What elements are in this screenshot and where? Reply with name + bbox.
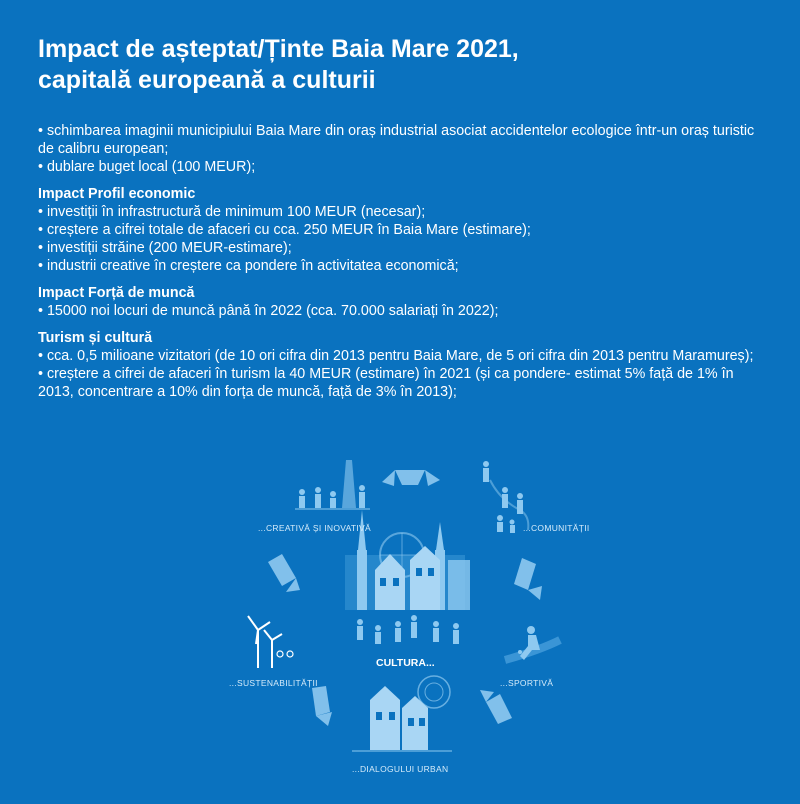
arrow-icon: [268, 554, 296, 586]
wind-turbine-icon: [248, 616, 293, 668]
bullet-item: • industrii creative în creștere ca pondere în activitatea economică;: [38, 258, 459, 274]
section-heading: Turism și cultură: [38, 330, 153, 346]
label-sustainability: ...SUSTENABILITĂȚII: [229, 678, 318, 688]
section-intro: [38, 122, 768, 176]
content-body: [38, 122, 768, 410]
community-people-icon: [483, 461, 528, 533]
section-heading: Impact Forță de muncă: [38, 285, 195, 301]
title-line-1: Impact de așteptat/Ținte Baia Mare 2021,: [38, 35, 519, 63]
label-communities: ...COMUNITĂȚII: [523, 523, 590, 533]
bullet-item: • investiții străine (200 MEUR-estimare);: [38, 240, 292, 256]
title-line-2: capitală europeană a culturii: [38, 66, 376, 94]
section-workforce: [38, 284, 768, 320]
bullet-item: • investiții în infrastructură de minimum 100 MEUR (necesar);: [38, 204, 426, 220]
arrow-icon: [514, 558, 536, 590]
culture-cycle-illustration: [0, 450, 800, 800]
creative-people-icon: [295, 460, 370, 510]
bullet-item: • creștere a cifrei totale de afaceri cu cca. 250 MEUR în Baia Mare (estimare);: [38, 222, 531, 238]
label-urban-dialogue: ...DIALOGULUI URBAN: [352, 764, 449, 774]
section-tourism: [38, 329, 768, 401]
bullet-item: • schimbarea imaginii municipiului Baia Mare din oraș industrial asociat accidentelor ecologice într-un oraș turistic de calibru european;: [38, 123, 755, 157]
bullet-item: • dublare buget local (100 MEUR);: [38, 159, 256, 175]
section-economic: [38, 185, 768, 275]
culture-cycle-graphic: [0, 450, 800, 800]
page-title: [38, 34, 768, 96]
label-creative: ...CREATIVĂ ȘI INOVATIVĂ: [258, 523, 371, 533]
central-crowd-icon: [357, 615, 459, 644]
label-sport: ...SPORTIVĂ: [500, 678, 554, 688]
arrow-icon: [312, 686, 330, 716]
arrow-icon: [382, 470, 395, 486]
bullet-item: • cca. 0,5 milioane vizitatori (de 10 ori cifra din 2013 pentru Baia Mare, de 5 ori cifra din 2013 pentru Maramureș);: [38, 348, 754, 364]
arrow-icon: [395, 470, 425, 485]
runner-icon: [505, 626, 560, 660]
bullet-item: • creștere a cifrei de afaceri în turism la 40 MEUR (estimare) în 2021 (și ca pondere- estimat 5% față de 1% în 2013, concentrare a 10% din forța de muncă, față de 3% în 2013);: [38, 366, 734, 400]
arrow-icon: [425, 470, 440, 486]
arrow-icon: [486, 694, 512, 724]
section-heading: Impact Profil economic: [38, 186, 196, 202]
bullet-item: • 15000 noi locuri de muncă până în 2022 (cca. 70.000 salariați în 2022);: [38, 303, 499, 319]
urban-dialogue-icon: [352, 676, 452, 752]
label-culture-center: CULTURA...: [376, 657, 435, 669]
arrow-icon: [528, 586, 542, 600]
